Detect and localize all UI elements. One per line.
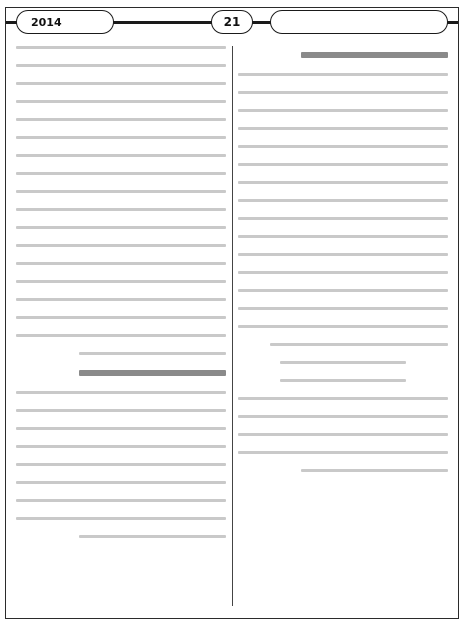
header-title-pill (270, 10, 448, 34)
text-line (16, 136, 226, 139)
text-line (16, 334, 226, 337)
page-number: 21 (211, 10, 253, 34)
text-line (238, 109, 448, 112)
magazine-page (5, 7, 459, 619)
page-header (6, 8, 458, 36)
issue-year: 2014 (31, 16, 62, 29)
text-line (16, 391, 226, 394)
text-line (16, 154, 226, 157)
text-line (16, 208, 226, 211)
text-line (16, 244, 226, 247)
text-line (16, 118, 226, 121)
text-line (16, 82, 226, 85)
header-date-pill (16, 10, 114, 34)
text-line (16, 517, 226, 520)
text-line (238, 145, 448, 148)
text-line (238, 289, 448, 292)
text-line (238, 199, 448, 202)
text-line (238, 253, 448, 256)
text-line (16, 172, 226, 175)
left-column (16, 46, 226, 606)
verse-line (280, 361, 406, 364)
text-line (238, 127, 448, 130)
text-line (301, 469, 448, 472)
text-line (238, 433, 448, 436)
text-line (16, 262, 226, 265)
text-line (238, 163, 448, 166)
text-line (16, 298, 226, 301)
text-line (238, 217, 448, 220)
section-heading (79, 370, 226, 376)
verse-line (280, 379, 406, 382)
text-line (16, 481, 226, 484)
text-line (16, 226, 226, 229)
text-line (238, 307, 448, 310)
text-line (238, 271, 448, 274)
text-line (270, 343, 449, 346)
column-divider (232, 46, 233, 606)
text-line (16, 463, 226, 466)
section-heading (301, 52, 448, 58)
text-line (16, 64, 226, 67)
text-line (16, 316, 226, 319)
text-line (238, 397, 448, 400)
text-line (16, 100, 226, 103)
text-line (238, 235, 448, 238)
text-line (238, 91, 448, 94)
text-line (16, 46, 226, 49)
text-line (238, 181, 448, 184)
text-line (16, 427, 226, 430)
right-column (238, 46, 448, 606)
text-line (16, 280, 226, 283)
text-line (79, 352, 226, 355)
text-line (238, 451, 448, 454)
text-line (238, 415, 448, 418)
text-line (238, 325, 448, 328)
text-line (16, 409, 226, 412)
text-line (16, 445, 226, 448)
text-line (238, 73, 448, 76)
text-line (79, 535, 226, 538)
text-line (16, 499, 226, 502)
text-line (16, 190, 226, 193)
